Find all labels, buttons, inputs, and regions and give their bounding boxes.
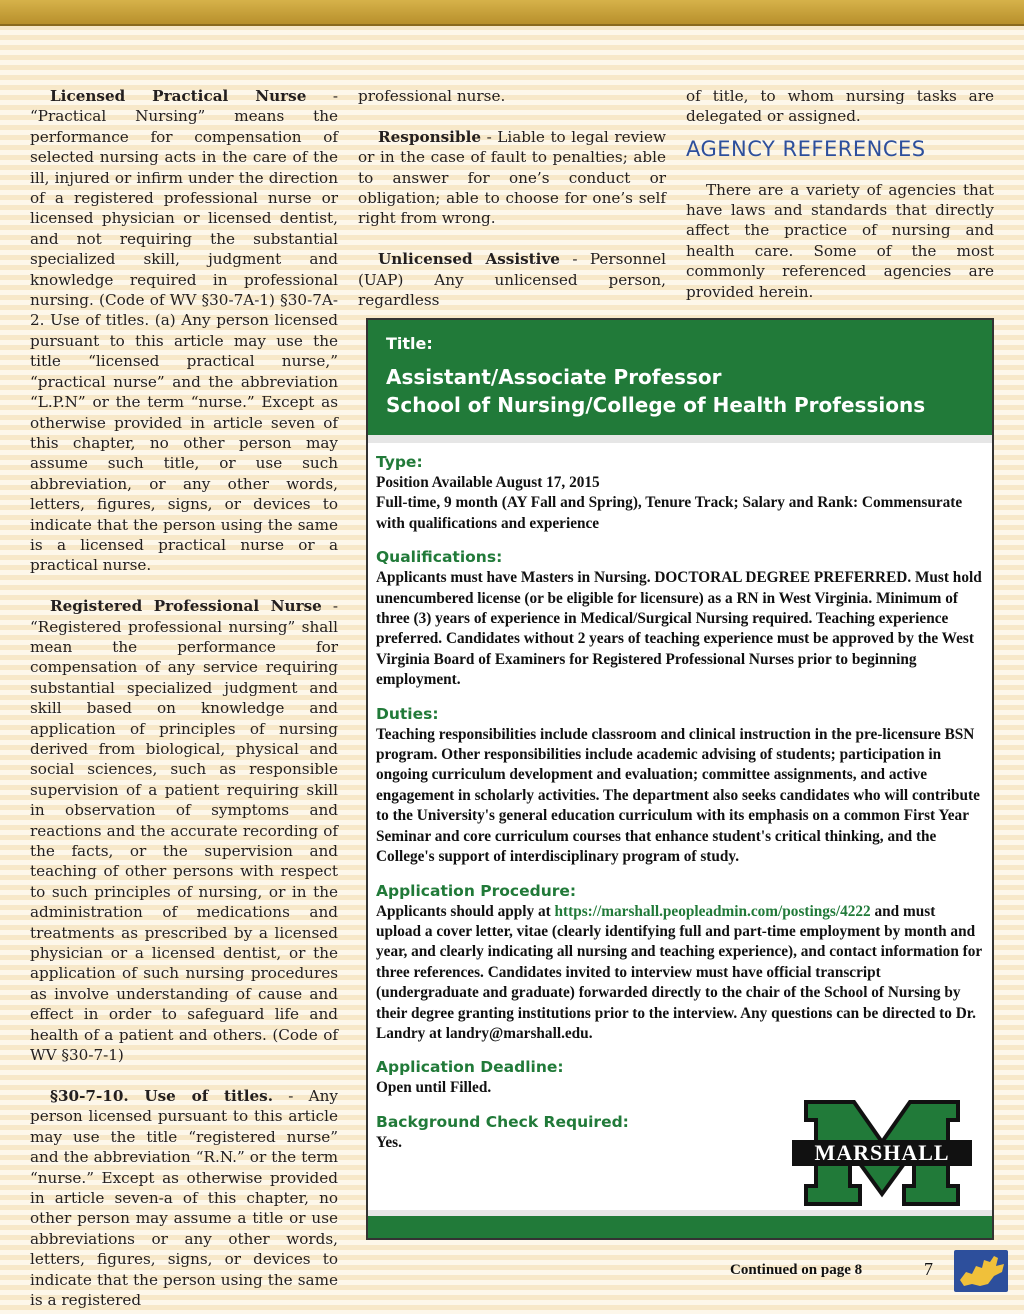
procedure-heading: Application Procedure: [376,881,577,900]
responsible-term: Responsible [378,127,481,146]
lpn-term: Licensed Practical Nurse [50,87,307,105]
duties-section [376,705,984,868]
job-title-line2: School of Nursing/College of Health Professions [386,393,926,417]
rpn-term: Registered Professional Nurse [50,597,322,616]
rpn-definition [30,596,338,1065]
use-of-titles [30,1086,338,1310]
continued-text: professional nurse. [358,87,506,105]
job-title-header [368,320,992,443]
uap-definition [358,249,666,310]
qualifications-section [376,548,984,690]
procedure-text [376,902,984,1045]
job-title-line1: Assistant/Associate Professor [386,365,722,389]
background-heading: Background Check Required: [376,1112,629,1131]
deadline-heading: Application Deadline: [376,1058,564,1077]
marshall-logo [792,1098,972,1208]
use-of-titles-term: §30-7-10. Use of titles. [50,1086,274,1105]
column-middle [358,86,666,310]
procedure-section [376,882,984,1045]
type-line2: Full-time, 9 month (AY Fall and Spring), Tenure Track; Salary and Rank: Commensurate with qualifications and experience [376,494,963,532]
agency-references-heading: AGENCY REFERENCES [686,136,926,161]
uap-text: - Personnel (UAP) Any unlicensed person, regardless [358,250,667,310]
responsible-text: - Liable to legal review or in the case of fault to penalties; able to answer for one’s conduct or obligation; able to choose for one’s self right from wrong. [358,127,666,228]
top-gold-bar [0,0,1024,26]
logo-text: MARSHALL [814,1140,950,1165]
continued-text-right: of title, to whom nursing tasks are delegated or assigned. [686,87,994,126]
job-body [368,443,992,1153]
type-line1: Position Available August 17, 2015 [376,474,600,491]
agency-intro: There are a variety of agencies that have laws and standards that directly affect the practice of nursing and health care. Some of the most commonly referenced agencies are provided herein. [686,180,994,301]
west-virginia-icon [954,1250,1008,1292]
background-text: Yes. [376,1133,402,1151]
uap-term: Unlicensed Assistive [378,250,560,269]
duties-heading: Duties: [376,704,439,723]
job-title-label: Title: [386,334,433,353]
page-number: 7 [924,1259,933,1279]
job-box-footer-bar [368,1210,992,1238]
deadline-section [376,1058,984,1098]
column-right [686,86,994,302]
procedure-post: and must upload a cover letter, vitae (clearly identifying full and part-time employment by month and year, and clearly indicating all nursing and teaching experience), and contact information for three references. Candidates invited to interview must have official transcript (undergraduate and graduate) forwarded directly to the chair of the School of Nursing by their degree granting institutions prior to the interview. Any questions can be directed to Dr. Landry at landry@marshall.edu. [376,902,982,1042]
qualifications-heading: Qualifications: [376,548,503,567]
continued-on-page: Continued on page 8 [730,1262,863,1278]
use-of-titles-text: - Any person licensed pursuant to this article may use the title “registered nurse” and the abbreviation “R.N.” or the term “nurse.” Except as otherwise provided in article seven-a of this chapter, no other person may assume a title or use abbreviations or any other words, letters, figures, signs, or devices to indicate that the person using the same is a registered [30,1086,338,1309]
qualifications-text: Applicants must have Masters in Nursing. DOCTORAL DEGREE PREFERRED. Must hold unencumbered license (or be eligible for licensure) as a RN in West Virginia. Minimum of three (3) years of experience in Medical/Surgical Nursing required. Teaching experience preferred. Candidates without 2 years of teaching experience must be approved by the West Virginia Board of Examiners for Registered Professional Nurses prior to beginning employment. [376,569,982,689]
rpn-text: - “Registered professional nursing” shall mean the performance for compensation of any service requiring substantial specialized judgment and skill based on knowledge and application of principles of nursing derived from biological, physical and social sciences, such as responsible supervision of a patient requiring skill in observation of symptoms and reactions and the accurate recording of the facts, or the supervision and teaching of other persons with respect to such principles of nursing, or in the administration of medications and treatments as prescribed by a licensed physician or a licensed dentist, or the application of such nursing procedures as involve understanding of cause and effect in order to safeguard life and health of a patient and others. (Code of WV §30-7-1) [30,597,338,1065]
responsible-definition [358,127,666,229]
lpn-definition [30,86,338,576]
duties-text: Teaching responsibilities include classroom and clinical instruction in the pre-licensure BSN program. Other responsibilities include academic advising of students; participation in ongoing curriculum development and evaluation; committee assignments, and active engagement in scholarly activities. The department also seeks candidates who will contribute to the University's general education curriculum with its emphasis on a common First Year Seminar and core curriculum courses that enhance student's critical thinking, and the College's support of interdisciplinary program of study. [376,725,980,866]
type-heading: Type: [376,453,423,471]
column-left [30,86,338,1310]
procedure-pre: Applicants should apply at [376,902,555,920]
deadline-text: Open until Filled. [376,1079,492,1097]
posting-link[interactable]: https://marshall.peopleadmin.com/postings/4222 [554,902,871,920]
lpn-text: - “Practical Nursing” means the performance for compensation of selected nursing acts in the care of the ill, injured or infirm under the direction of a registered professional nurse or licensed physician or licensed dentist, and not requiring the substantial specialized skill, judgment and knowledge required in professional nursing. (Code of WV §30-7A-1) §30-7A-2. Use of titles. (a) Any person licensed pursuant to this article may use the title “licensed practical nurse,” “practical nurse” and the abbreviation “L.P.N” or the term “nurse.” Except as otherwise provided in article seven of this chapter, no other person may assume such title, or use such abbreviation, or any other words, letters, figures, signs, or devices to indicate that the person using the same is a licensed practical nurse or a practical nurse. [30,87,338,575]
job-posting-box [366,318,994,1240]
type-section [376,453,984,534]
